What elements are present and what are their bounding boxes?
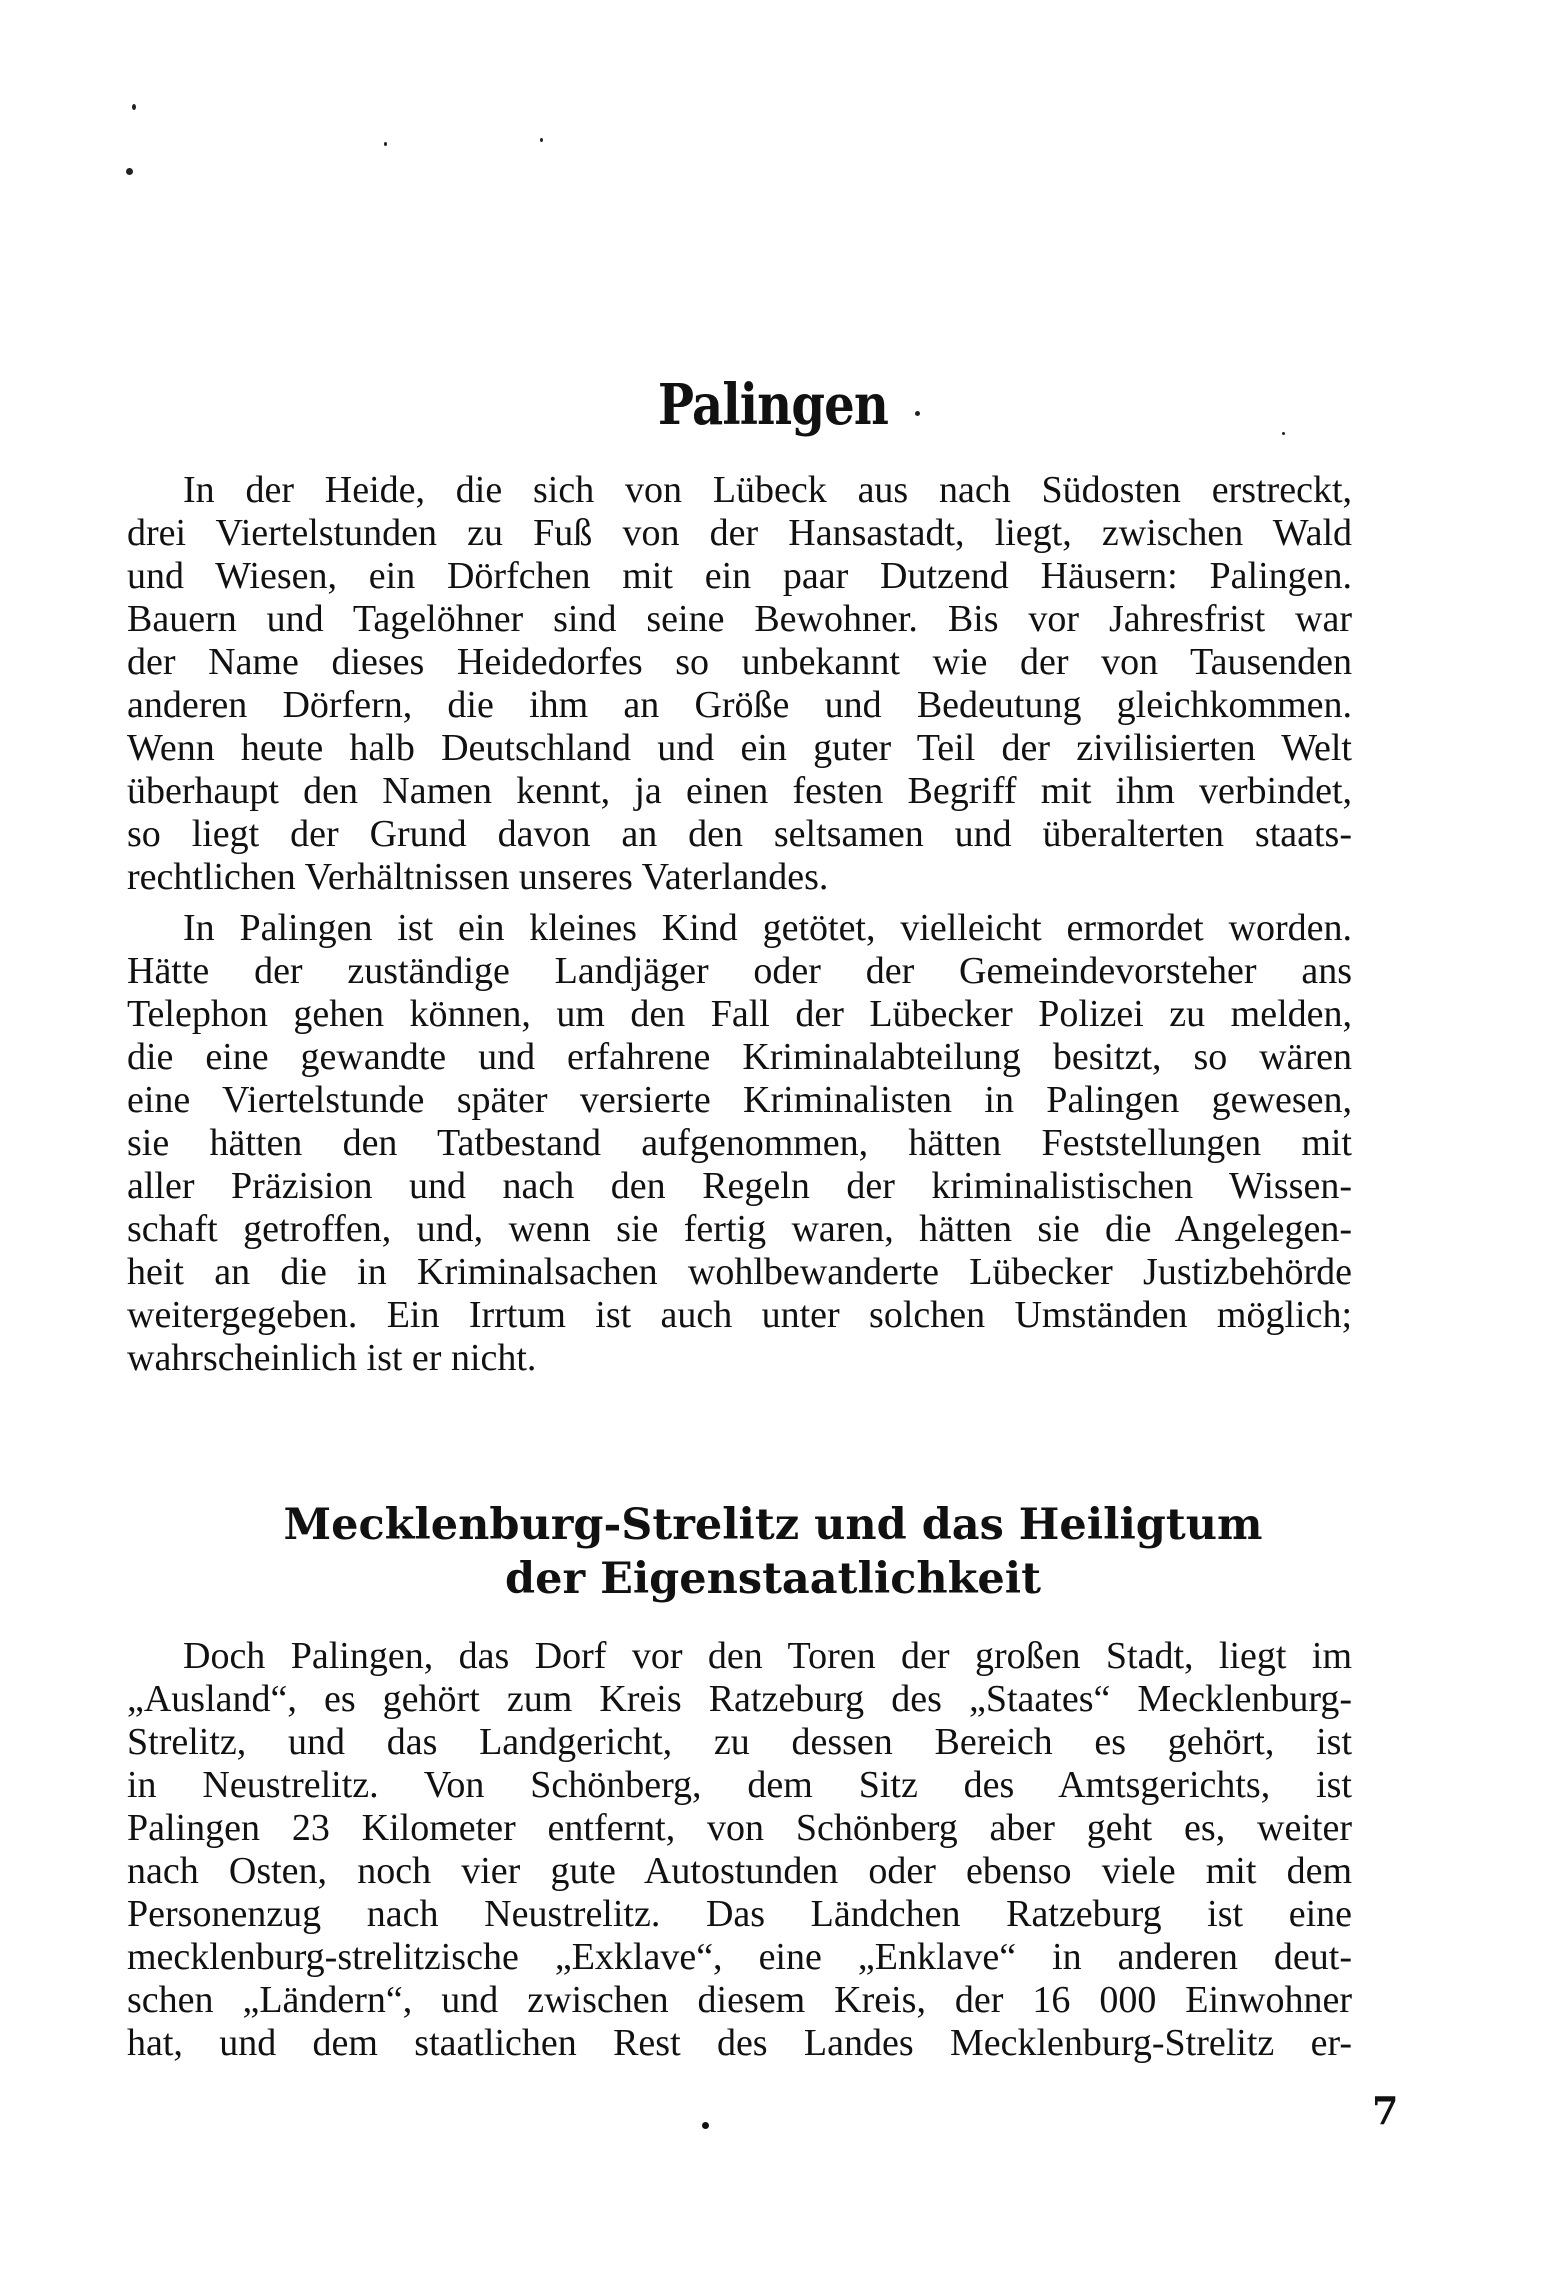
text-line: die eine gewandte und erfahrene Kriminalabteilung besitzt, so wären bbox=[127, 1036, 1352, 1078]
text-line: mecklenburg-strelitzische „Exklave“, eine „Enklave“ in anderen deut- bbox=[127, 1936, 1352, 1978]
section-title-palingen: Palingen bbox=[657, 372, 889, 438]
text-line: der Name dieses Heidedorfes so unbekannt wie der von Tausenden bbox=[127, 641, 1352, 683]
text-line: In Palingen ist ein kleines Kind getötet, vielleicht ermordet worden. bbox=[183, 907, 1352, 949]
scan-speck bbox=[132, 104, 136, 110]
text-line: weitergegeben. Ein Irrtum ist auch unter solchen Umständen möglich; bbox=[127, 1294, 1352, 1336]
section-title-mecklenburg-line1: Mecklenburg-Strelitz und das Heiligtum bbox=[283, 1500, 1263, 1550]
text-line: In der Heide, die sich von Lübeck aus nach Südosten erstreckt, bbox=[183, 469, 1352, 511]
text-line: schen „Ländern“, und zwischen diesem Kreis, der 16 000 Einwohner bbox=[127, 1979, 1352, 2021]
section-title-mecklenburg-line2: der Eigenstaatlichkeit bbox=[505, 1554, 1041, 1604]
text-line: Personenzug nach Neustrelitz. Das Ländchen Ratzeburg ist eine bbox=[127, 1893, 1352, 1935]
scan-speck bbox=[384, 142, 387, 146]
text-line: sie hätten den Tatbestand aufgenommen, hätten Feststellungen mit bbox=[127, 1122, 1352, 1164]
text-line: und Wiesen, ein Dörfchen mit ein paar Dutzend Häusern: Palingen. bbox=[127, 555, 1352, 597]
text-line: Wenn heute halb Deutschland und ein guter Teil der zivilisierten Welt bbox=[127, 727, 1352, 769]
text-line: heit an die in Kriminalsachen wohlbewanderte Lübecker Justizbehörde bbox=[127, 1251, 1352, 1293]
text-line: drei Viertelstunden zu Fuß von der Hansastadt, liegt, zwischen Wald bbox=[127, 512, 1352, 554]
text-line: überhaupt den Namen kennt, ja einen festen Begriff mit ihm verbindet, bbox=[127, 770, 1352, 812]
text-line: rechtlichen Verhältnissen unseres Vaterlandes. bbox=[127, 856, 829, 898]
scan-speck bbox=[702, 2122, 709, 2129]
text-line: nach Osten, noch vier gute Autostunden oder ebenso viele mit dem bbox=[127, 1850, 1352, 1892]
text-line: Doch Palingen, das Dorf vor den Toren der großen Stadt, liegt im bbox=[183, 1635, 1352, 1677]
scan-speck bbox=[126, 168, 133, 175]
text-line: so liegt der Grund davon an den seltsamen und überalterten staats- bbox=[127, 813, 1352, 855]
text-line: eine Viertelstunde später versierte Kriminalisten in Palingen gewesen, bbox=[127, 1079, 1352, 1121]
paragraph-2 bbox=[127, 907, 1352, 1380]
paragraph-1 bbox=[127, 469, 1352, 899]
text-line: aller Präzision und nach den Regeln der kriminalistischen Wissen- bbox=[127, 1165, 1352, 1207]
paragraph-3 bbox=[127, 1635, 1352, 2065]
page-number: 7 bbox=[1372, 2088, 1399, 2133]
text-line: Telephon gehen können, um den Fall der Lübecker Polizei zu melden, bbox=[127, 993, 1352, 1035]
text-line: „Ausland“, es gehört zum Kreis Ratzeburg des „Staates“ Mecklenburg- bbox=[127, 1678, 1352, 1720]
text-line: schaft getroffen, und, wenn sie fertig waren, hätten sie die Angelegen- bbox=[127, 1208, 1352, 1250]
text-line: anderen Dörfern, die ihm an Größe und Bedeutung gleichkommen. bbox=[127, 684, 1352, 726]
text-line: Hätte der zuständige Landjäger oder der Gemeindevorsteher ans bbox=[127, 950, 1352, 992]
text-line: Bauern und Tagelöhner sind seine Bewohner. Bis vor Jahresfrist war bbox=[127, 598, 1352, 640]
text-line: hat, und dem staatlichen Rest des Landes Mecklenburg-Strelitz er- bbox=[127, 2022, 1352, 2064]
text-line: Strelitz, und das Landgericht, zu dessen Bereich es gehört, ist bbox=[127, 1721, 1352, 1763]
text-line: in Neustrelitz. Von Schönberg, dem Sitz des Amtsgerichts, ist bbox=[127, 1764, 1352, 1806]
scan-speck bbox=[540, 138, 543, 142]
text-line: wahrscheinlich ist er nicht. bbox=[127, 1337, 537, 1379]
text-line: Palingen 23 Kilometer entfernt, von Schönberg aber geht es, weiter bbox=[127, 1807, 1352, 1849]
